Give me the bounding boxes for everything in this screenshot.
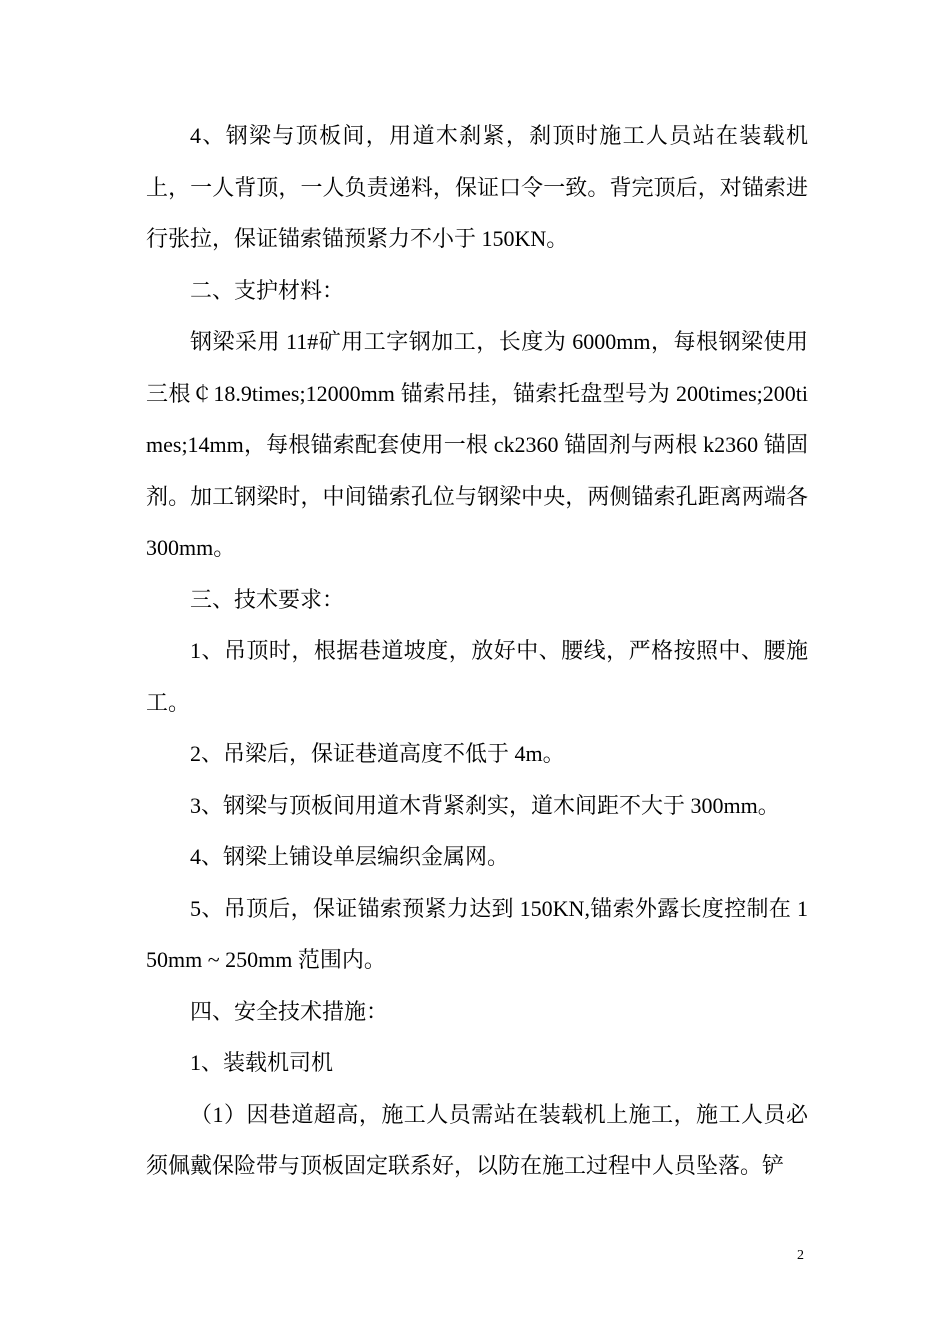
heading-technical-requirements: 三、技术要求：	[190, 586, 345, 612]
paragraph-requirement-2: 2、吊梁后，保证巷道高度不低于 4m。	[190, 741, 565, 766]
paragraph-step-4-roof-wedging: 4、钢梁与顶板间，用道木刹紧，刹顶时施工人员站在装载机上，一人背顶，一人负责递料，保证口令一致。背完顶后，对锚索进行张拉，保证锚索锚预紧力不小于 150KN。	[146, 123, 808, 251]
paragraph-safety-item-1: （1）因巷道超高，施工人员需站在装载机上施工，施工人员必须佩戴保险带与顶板固定联系好，以防在施工过程中人员坠落。铲	[146, 1101, 808, 1178]
paragraph-requirement-1: 1、吊顶时，根据巷道坡度，放好中、腰线，严格按照中、腰施工。	[146, 638, 808, 715]
heading-support-materials: 二、支护材料：	[190, 277, 345, 303]
page-number: 2	[797, 1248, 804, 1263]
paragraph-requirement-3: 3、钢梁与顶板间用道木背紧刹实，道木间距不大于 300mm。	[190, 792, 780, 818]
subheading-loader-driver: 1、装载机司机	[190, 1050, 334, 1075]
paragraph-requirement-4: 4、钢梁上铺设单层编织金属网。	[190, 844, 510, 869]
document-body	[146, 110, 808, 1192]
heading-safety-measures: 四、安全技术措施：	[190, 998, 389, 1024]
paragraph-steel-beam-materials: 钢梁采用 11#矿用工字钢加工，长度为 6000mm，每根钢梁使用三根￠18.9times;12000mm 锚索吊挂，锚索托盘型号为 200times;200times;14mm，每根锚索配套使用一根 ck2360 锚固剂与两根 k2360 锚固剂。加工钢梁时，中间锚索孔位与钢梁中央，两侧锚索孔距离两端各 300mm。	[146, 329, 808, 560]
paragraph-requirement-5: 5、吊顶后，保证锚索预紧力达到 150KN,锚索外露长度控制在 150mm ~ 250mm 范围内。	[146, 895, 808, 972]
